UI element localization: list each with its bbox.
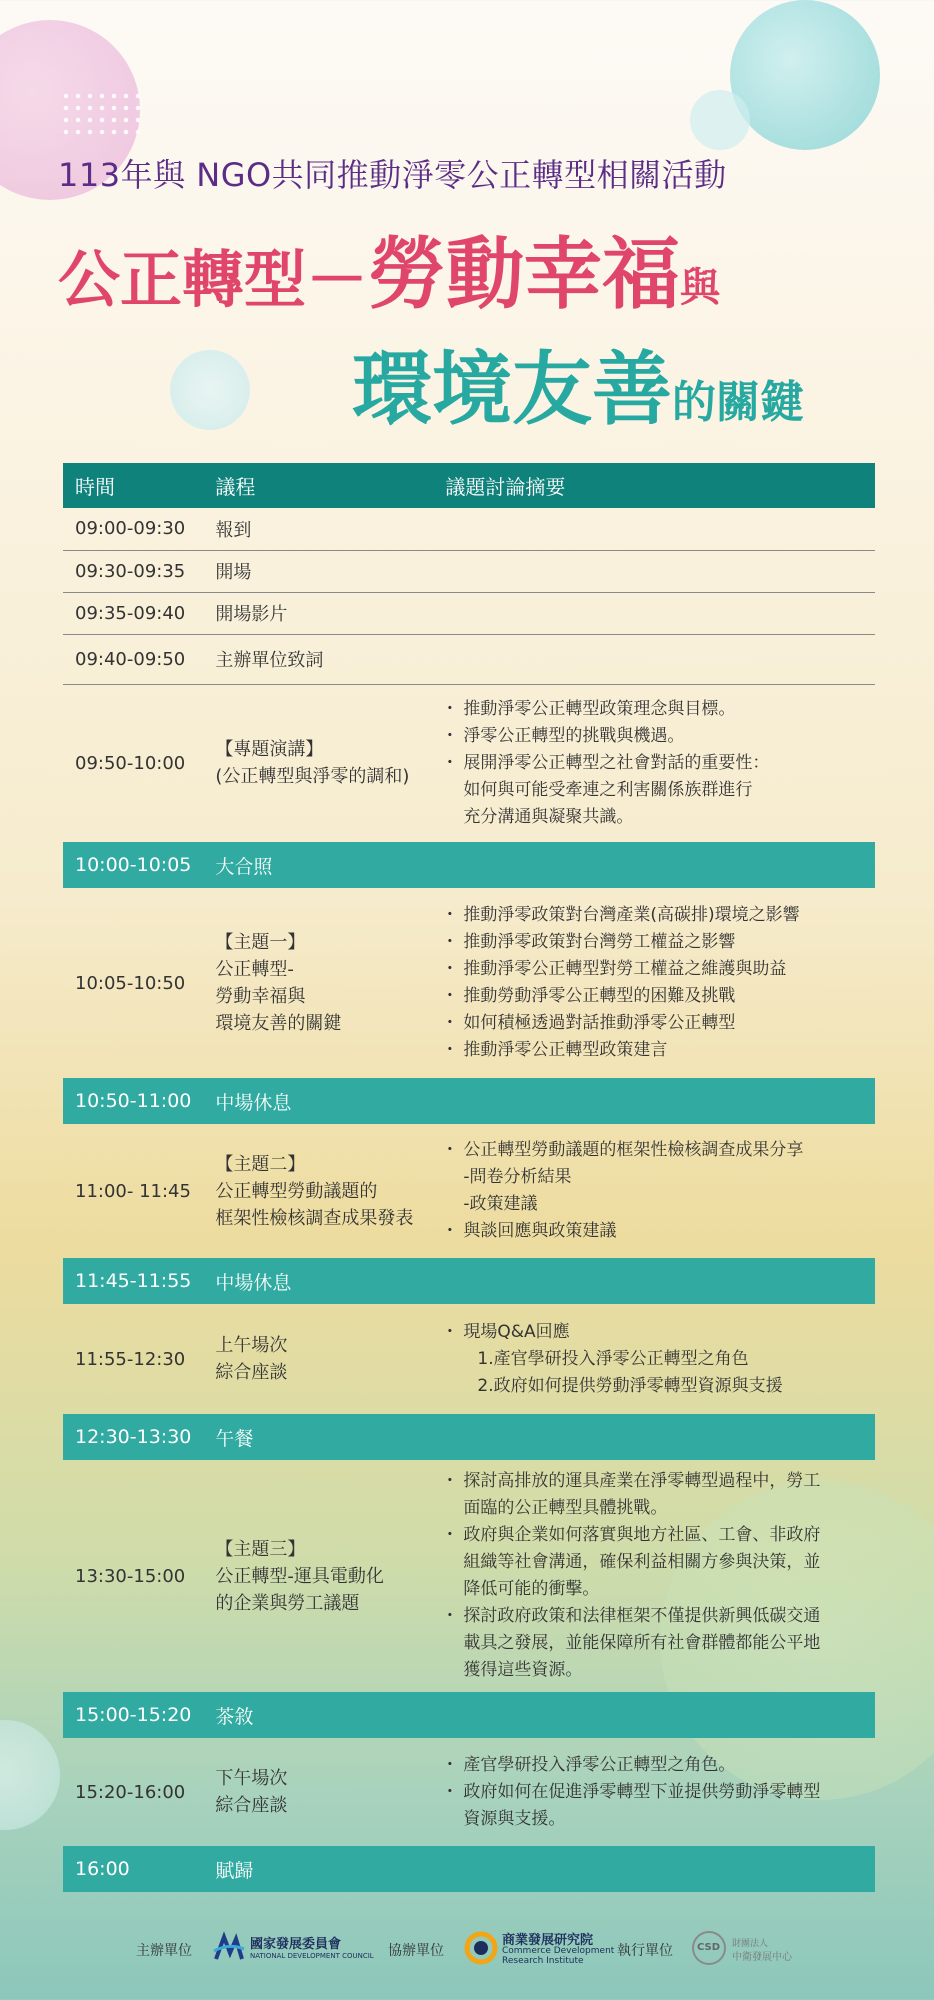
list-item: ・ 產官學研投入淨零公正轉型之角色。: [445, 1752, 863, 1779]
list-item: ・ 政府與企業如何落實與地方社區、工會、非政府 組織等社會溝通，確保利益相關方參與決策，並 降低可能的衝擊。: [445, 1522, 863, 1603]
table-row-band: 11:45-11:55 中場休息: [63, 1258, 875, 1304]
csd-logo-icon: CSD: [692, 1931, 726, 1965]
table-header-row: [63, 463, 875, 508]
table-row: 11:55-12:30 上午場次 綜合座談 ・ 現場Q&A回應 1.產官學研投入淨零公正轉型之角色 2.政府如何提供勞動淨零轉型資源與支援: [63, 1304, 875, 1414]
table-row: 10:05-10:50 【主題一】 公正轉型- 勞動幸福與 環境友善的關鍵 ・ 推動淨零政策對台灣產業(高碳排)環境之影響 ・ 推動淨零政策對台灣勞工權益之影響 ・ 推動淨零公正轉型對勞工權益之維護與助益 ・ 推動勞動淨零公正轉型的困難及挑戰 ・ 如何積極透過對話推動淨零公正轉型 ・ 推動淨零公正轉型政策建言: [63, 888, 875, 1078]
summary-list: [445, 1313, 863, 1406]
table-row-band: 10:00-10:05 大合照: [63, 842, 875, 888]
table-row: 15:20-16:00 下午場次 綜合座談 ・ 產官學研投入淨零公正轉型之角色。 ・ 政府如何在促進淨零轉型下並提供勞動淨零轉型 資源與支援。: [63, 1738, 875, 1846]
decorative-circle: [0, 1720, 60, 1830]
csd-logo: CSD 財團法人 中衛發展中心: [692, 1928, 802, 1968]
table-row: 09:50-10:00 【專題演講】 (公正轉型與淨零的調和) ・ 推動淨零公正轉型政策理念與目標。 ・ 淨零公正轉型的挑戰與機遇。 ・ 展開淨零公正轉型之社會對話的重要性： 如何與可能受牽連之利害關係族群進行 充分溝通與凝聚共識。: [63, 684, 875, 842]
list-item: ・ 展開淨零公正轉型之社會對話的重要性： 如何與可能受牽連之利害關係族群進行 充分溝通與凝聚共識。: [445, 750, 863, 831]
table-row-band: 16:00 賦歸: [63, 1846, 875, 1892]
list-item: ・ 探討高排放的運具產業在淨零轉型過程中，勞工 面臨的公正轉型具體挑戰。: [445, 1468, 863, 1522]
list-item: ・ 推動淨零公正轉型政策建言: [445, 1037, 863, 1064]
table-row: 09:00-09:30 報到: [63, 508, 875, 550]
table-row: 11:00- 11:45 【主題二】 公正轉型勞動議題的 框架性檢核調查成果發表 ・ 公正轉型勞動議題的框架性檢核調查成果分享 -問卷分析結果 -政策建議 ・ 與談回應與政策建議: [63, 1124, 875, 1258]
organizer-footer: [0, 1928, 934, 1968]
summary-list: [445, 1131, 863, 1251]
header-summary: 議題討論摘要: [445, 475, 566, 499]
decorative-circle: [690, 90, 750, 150]
list-item: ・ 推動淨零政策對台灣勞工權益之影響: [445, 929, 863, 956]
table-row: 09:35-09:40 開場影片: [63, 592, 875, 634]
list-item: ・ 公正轉型勞動議題的框架性檢核調查成果分享 -問卷分析結果 -政策建議: [445, 1137, 863, 1218]
list-item: ・ 推動淨零公正轉型對勞工權益之維護與助益: [445, 956, 863, 983]
event-title-line1: 公正轉型－勞動幸福與: [58, 230, 721, 320]
decorative-circle: [170, 350, 250, 430]
table-row: 13:30-15:00 【主題三】 公正轉型-運具電動化 的企業與勞工議題 ・ 探討高排放的運具產業在淨零轉型過程中，勞工 面臨的公正轉型具體挑戰。 ・ 政府與企業如何落實與地方社區、工會、非政府 組織等社會溝通，確保利益相關方參與決策，並 降低可能的衝擊。 ・ 探討政府政策和法律框架不僅提供新興低碳交通 載具之發展，並能保障所有社會群體都能公平地 獲得這些資源。: [63, 1460, 875, 1692]
table-row-band: 15:00-15:20 茶敘: [63, 1692, 875, 1738]
list-item: ・ 推動淨零政策對台灣產業(高碳排)環境之影響: [445, 902, 863, 929]
table-row-band: 12:30-13:30 午餐: [63, 1414, 875, 1460]
executor-label: 執行單位: [617, 1943, 673, 1959]
table-row: 09:40-09:50 主辦單位致詞: [63, 634, 875, 684]
decorative-circle: [730, 0, 880, 150]
cdri-logo-icon: [464, 1931, 498, 1965]
summary-list: [445, 1462, 863, 1690]
ndc-logo: 國家發展委員會 NATIONAL DEVELOPMENT COUNCIL: [212, 1928, 372, 1968]
summary-list: [445, 1746, 863, 1839]
ndc-logo-icon: [212, 1931, 246, 1965]
list-item: ・ 如何積極透過對話推動淨零公正轉型: [445, 1010, 863, 1037]
list-item: ・ 推動淨零公正轉型政策理念與目標。: [445, 696, 863, 723]
table-row: 09:30-09:35 開場: [63, 550, 875, 592]
cdri-logo: 商業發展研究院 Commerce Development Research Institute: [464, 1928, 614, 1968]
list-item: ・ 探討政府政策和法律框架不僅提供新興低碳交通 載具之發展，並能保障所有社會群體都能公平地 獲得這些資源。: [445, 1603, 863, 1684]
table-row-band: 10:50-11:00 中場休息: [63, 1078, 875, 1124]
header-agenda: 議程: [215, 475, 256, 499]
summary-list: [445, 896, 863, 1070]
header-time: 時間: [75, 475, 115, 499]
list-item: ・ 推動勞動淨零公正轉型的困難及挑戰: [445, 983, 863, 1010]
event-title-line2: 環境友善的關鍵: [352, 343, 804, 436]
list-item: ・ 現場Q&A回應 1.產官學研投入淨零公正轉型之角色 2.政府如何提供勞動淨零轉型資源與支援: [445, 1319, 863, 1400]
co-organizer-label: 協辦單位: [388, 1943, 444, 1959]
event-subtitle: 113年與 NGO共同推動淨零公正轉型相關活動: [58, 156, 727, 194]
summary-list: [445, 690, 863, 837]
list-item: ・ 政府如何在促進淨零轉型下並提供勞動淨零轉型 資源與支援。: [445, 1779, 863, 1833]
host-label: 主辦單位: [136, 1943, 192, 1959]
schedule-table: [63, 463, 875, 1892]
list-item: ・ 與談回應與政策建議: [445, 1218, 863, 1245]
decorative-dots: [60, 90, 140, 140]
list-item: ・ 淨零公正轉型的挑戰與機遇。: [445, 723, 863, 750]
